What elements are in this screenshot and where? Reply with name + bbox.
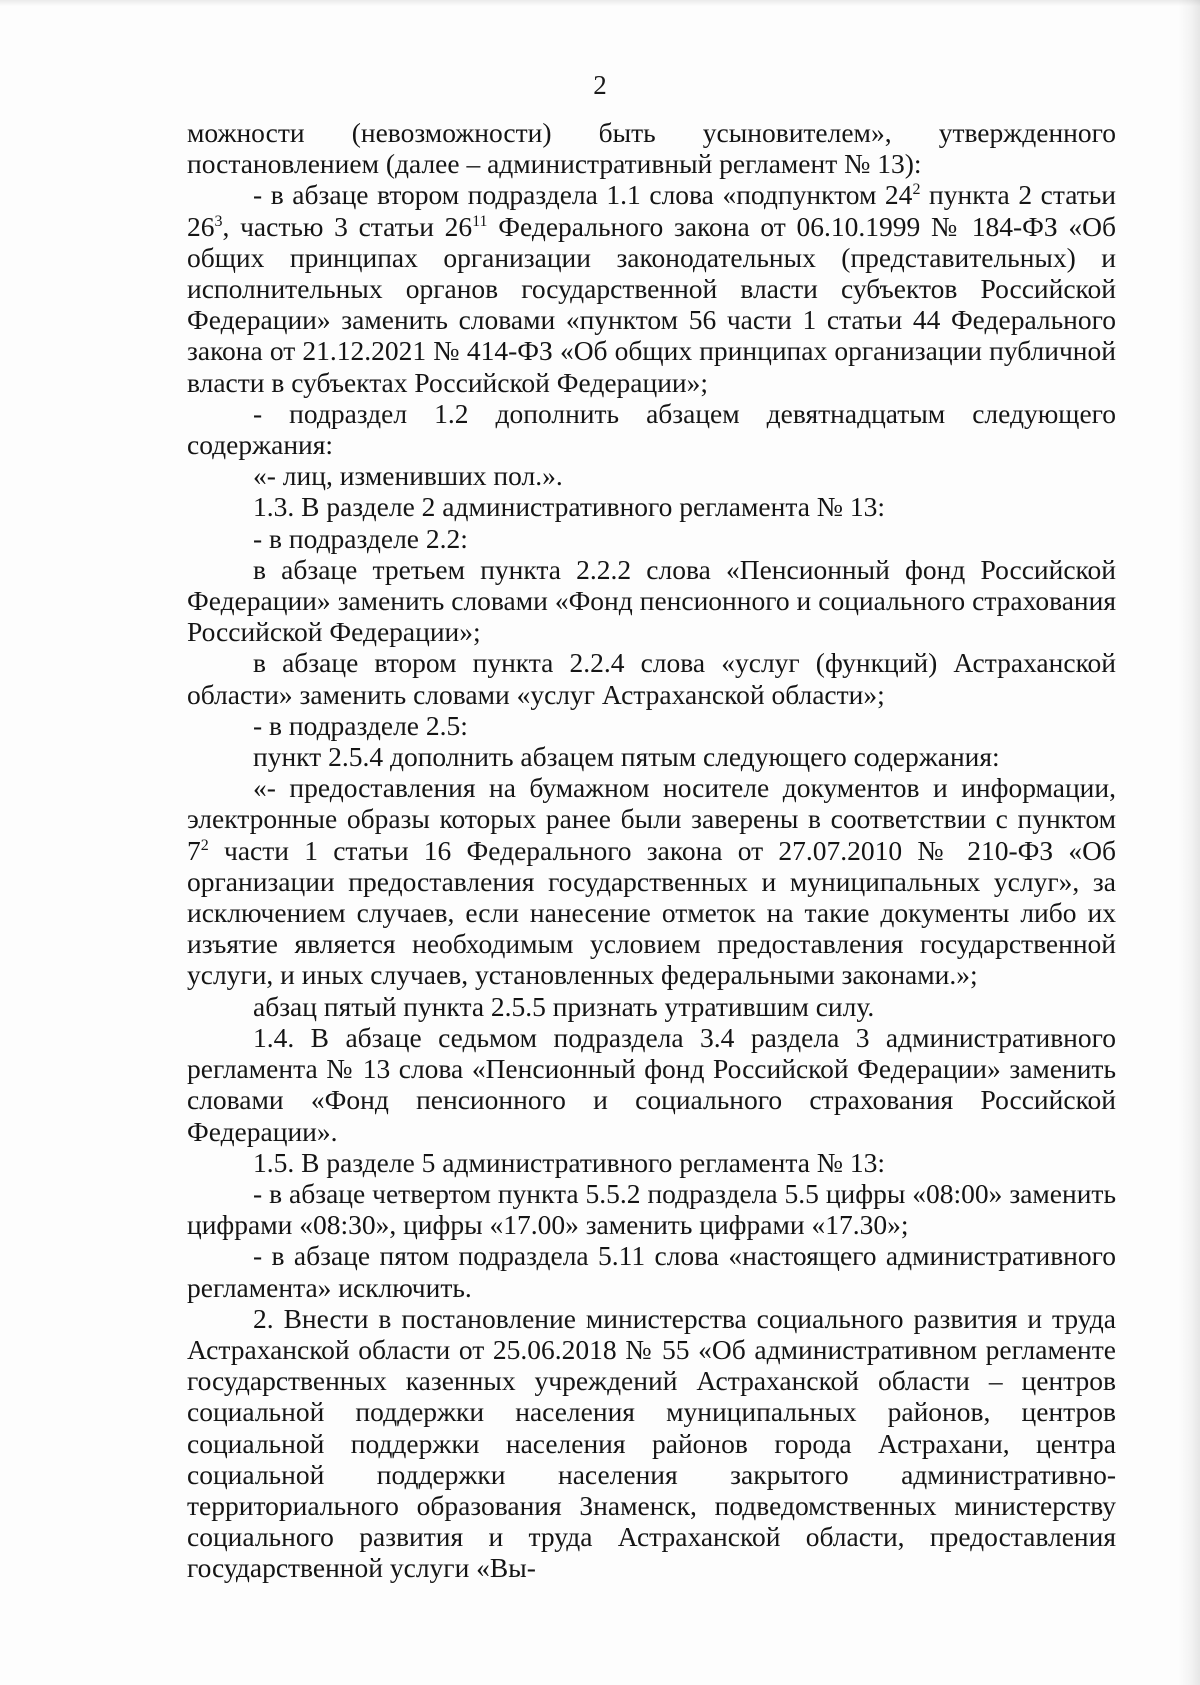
paragraph: 1.4. В абзаце седьмом подраздела 3.4 раздела 3 административного регламента № 13 слова «Пенсионный фонд Российской Федерации» заменить словами «Фонд пенсионного и социального страхования Российской Федерации».: [187, 1021, 1116, 1147]
paragraph: абзац пятый пункта 2.5.5 признать утратившим силу.: [253, 990, 875, 1022]
paragraph: «- лиц, изменивших пол.».: [253, 460, 563, 492]
paragraph: - в абзаце втором подраздела 1.1 слова «подпунктом $24^2$ пункта 2 статьи $26^3$, частью 3 статьи $26^{11}$ Федерального закона от 06.10.1999 № 184-ФЗ «Об общих принципах организации законодательных (представительных) и исполнительных органов государственной власти субъектов Российской Федерации» заменить словами «пунктом 56 части 1 статьи 44 Федерального закона от 21.12.2021 № 414-ФЗ «Об общих принципах организации публичной власти в субъектах Российской Федерации»;: [187, 179, 1116, 398]
paragraph: 1.3. В разделе 2 административного регламента № 13:: [253, 491, 886, 523]
paragraph: - в абзаце четвертом пункта 5.5.2 подраздела 5.5 цифры «08:00» заменить цифрами «08:30», цифры «17.00» заменить цифрами «17.30»;: [187, 1177, 1116, 1241]
paragraph: 1.5. В разделе 5 административного регламента № 13:: [253, 1146, 886, 1178]
paragraph: - в подразделе 2.5:: [253, 709, 468, 741]
paragraph: - подраздел 1.2 дополнить абзацем девятнадцатым следующего содержания:: [187, 397, 1116, 461]
paragraph: «- предоставления на бумажном носителе документов и информации, электронные образы которых ранее были заверены в соответствии с пунктом $7^2$ части 1 статьи 16 Федерального закона от 27.07.2010 № 210-ФЗ «Об организации предоставления государственных и муниципальных услуг», за исключением случаев, если нанесение отметок на такие документы либо их изъятие является необходимым условием предоставления государственной услуги, и иных случаев, установленных федеральными законами.»;: [187, 772, 1116, 991]
paragraph: - в абзаце пятом подраздела 5.11 слова «настоящего административного регламента» исключить.: [187, 1240, 1116, 1303]
scan-artifact-top: [0, 0, 1200, 6]
page-number: 2: [593, 70, 607, 100]
paragraph: в абзаце втором пункта 2.2.4 слова «услуг (функций) Астраханской области» заменить словами «услуг Астраханской области»;: [187, 647, 1116, 710]
document-body: [187, 117, 1116, 1584]
paragraph: 2. Внести в постановление министерства социального развития и труда Астраханской области от 25.06.2018 № 55 «Об административном регламенте государственных казенных учреждений Астраханской области – центров социальной поддержки населения муниципальных районов, центров социальной поддержки населения районов города Астрахани, центра социальной поддержки населения закрытого административно-территориального образования Знаменск, подведомственных министерству социального развития и труда Астраханской области, предоставления государственной услуги «Вы-: [187, 1302, 1116, 1584]
paragraph: можности (невозможности) быть усыновителем», утвержденного постановлением (далее – административный регламент № 13):: [187, 117, 1116, 180]
paragraph: в абзаце третьем пункта 2.2.2 слова «Пенсионный фонд Российской Федерации» заменить словами «Фонд пенсионного и социального страхования Российской Федерации»;: [187, 553, 1116, 648]
scan-artifact-right-edge: [1178, 0, 1200, 1685]
paragraph: - в подразделе 2.2:: [253, 522, 468, 554]
paragraph: пункт 2.5.4 дополнить абзацем пятым следующего содержания:: [253, 741, 1000, 773]
